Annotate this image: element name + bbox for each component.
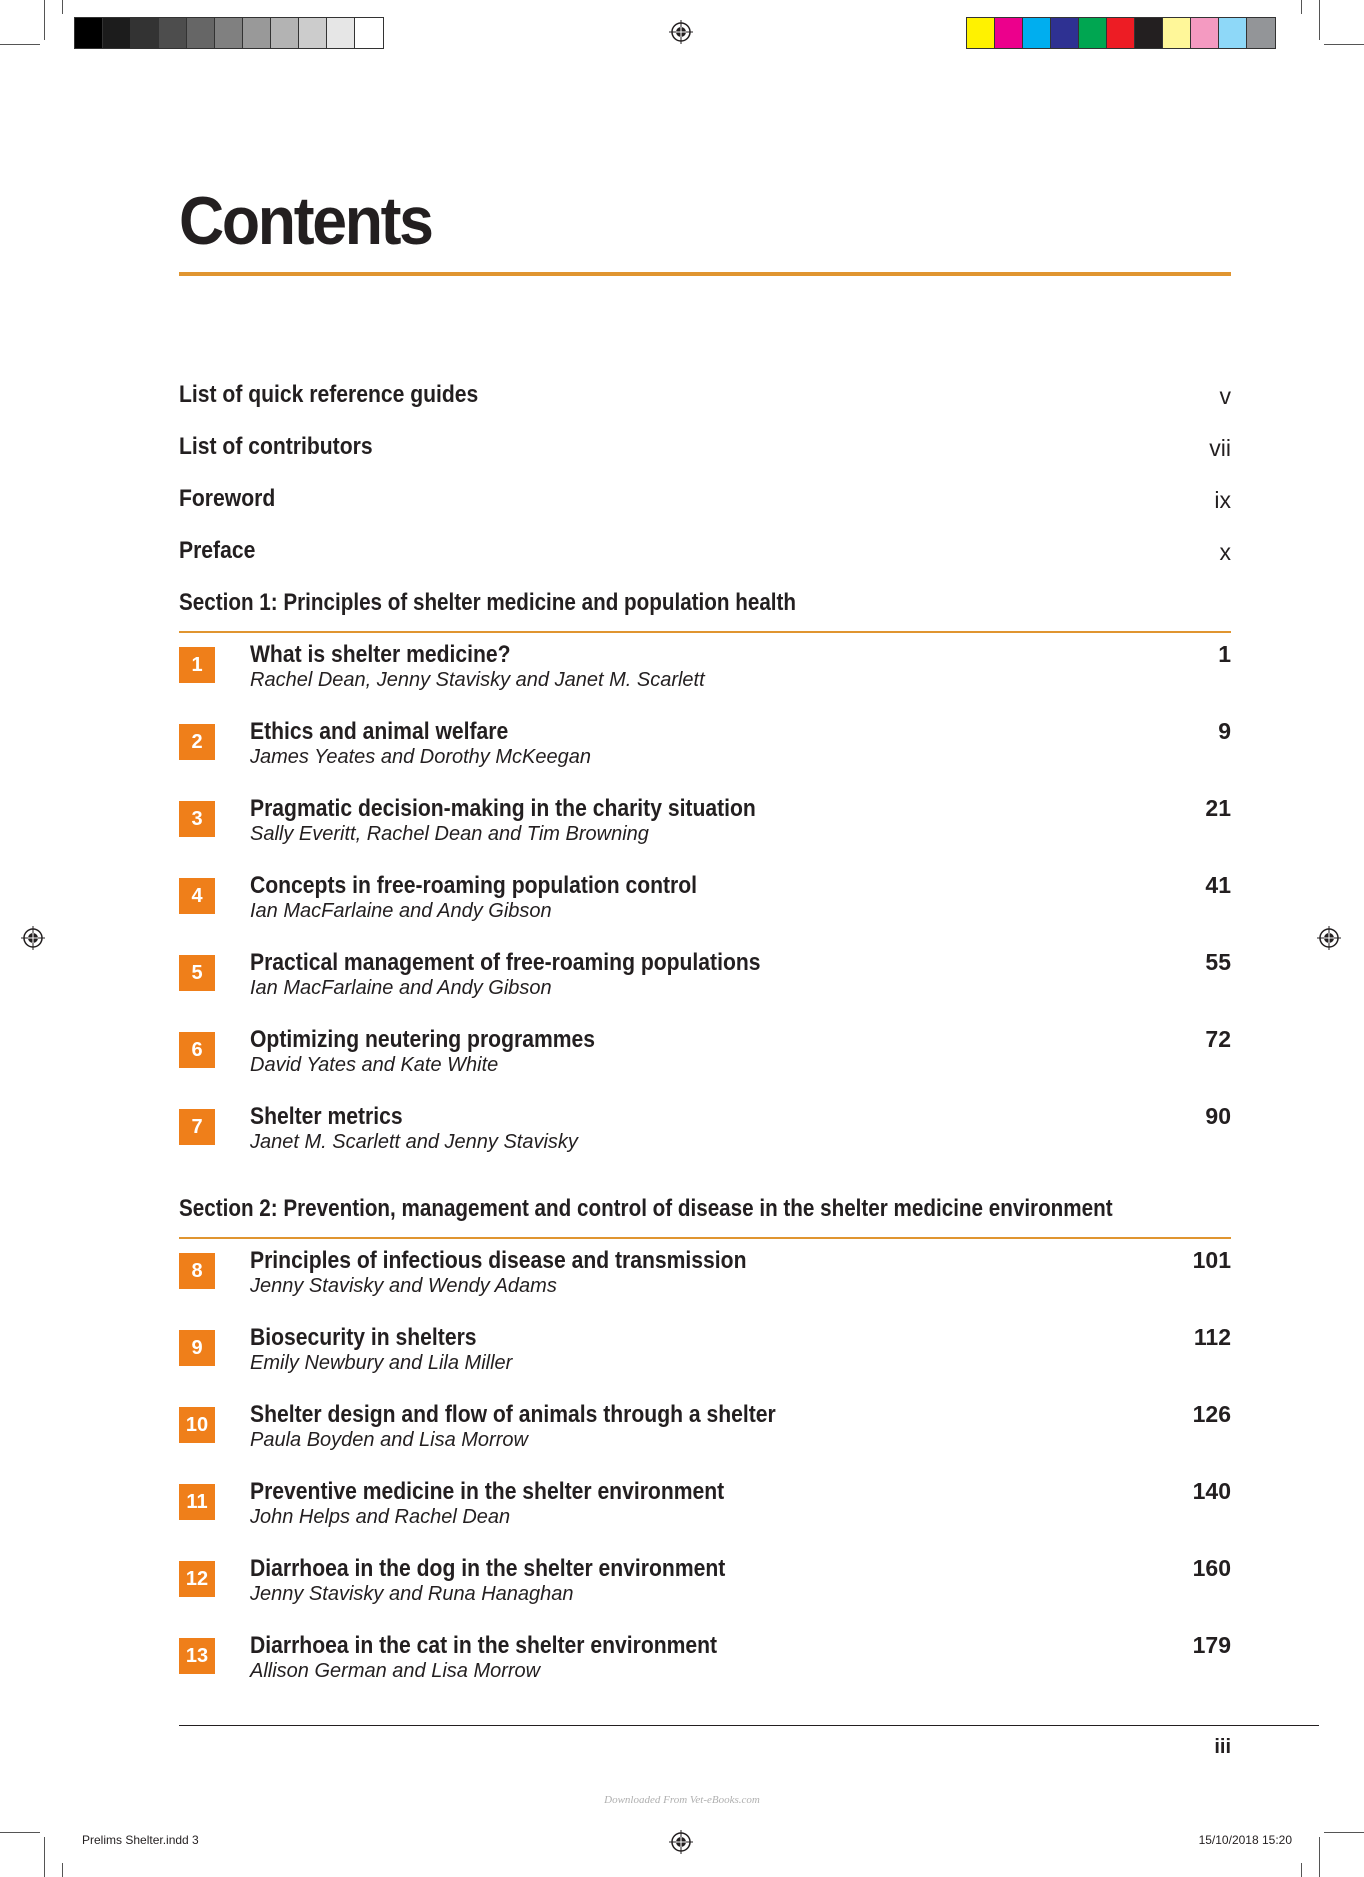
chapter-page-number: 21	[1205, 795, 1231, 821]
section-rule	[179, 631, 1231, 633]
chapter-entry[interactable]	[179, 1324, 1231, 1384]
registration-mark-icon	[669, 1830, 693, 1854]
watermark: Downloaded From Vet-eBooks.com	[604, 1794, 760, 1806]
chapter-page-number: 72	[1205, 1026, 1231, 1052]
registration-mark-icon	[21, 926, 45, 950]
chapter-title: Practical management of free-roaming populations	[250, 949, 761, 976]
crop-mark	[62, 0, 63, 14]
chapter-page-number: 179	[1192, 1632, 1231, 1658]
toc-page-number: ix	[1214, 487, 1231, 513]
color-swatch	[1163, 18, 1191, 48]
color-swatch	[355, 18, 383, 48]
chapter-title: Diarrhoea in the cat in the shelter environment	[250, 1632, 718, 1659]
chapter-page-number: 140	[1192, 1478, 1231, 1504]
crop-mark	[1301, 0, 1302, 14]
chapter-entry[interactable]	[179, 949, 1231, 1009]
chapter-entry[interactable]	[179, 1247, 1231, 1307]
chapter-number-badge: 12	[179, 1561, 215, 1597]
process-color-bar	[966, 17, 1276, 49]
toc-entry[interactable]	[179, 485, 1231, 517]
chapter-authors: James Yeates and Dorothy McKeegan	[250, 746, 591, 768]
chapter-authors: Ian MacFarlaine and Andy Gibson	[250, 977, 552, 999]
chapter-authors: Paula Boyden and Lisa Morrow	[250, 1429, 528, 1451]
color-swatch	[243, 18, 271, 48]
chapter-entry[interactable]	[179, 1555, 1231, 1615]
crop-mark	[1319, 1837, 1320, 1877]
chapter-entry[interactable]	[179, 872, 1231, 932]
chapter-page-number: 112	[1193, 1324, 1231, 1350]
crop-mark	[1324, 44, 1364, 45]
toc-entry-label: Preface	[179, 537, 256, 564]
chapter-authors: Sally Everitt, Rachel Dean and Tim Browning	[250, 823, 649, 845]
chapter-authors: Jenny Stavisky and Wendy Adams	[250, 1275, 557, 1297]
section-title: Section 1: Principles of shelter medicine and population health	[179, 589, 797, 616]
crop-mark	[44, 1837, 45, 1877]
chapter-number-badge: 1	[179, 647, 215, 683]
color-swatch	[1191, 18, 1219, 48]
chapter-title: Biosecurity in shelters	[250, 1324, 477, 1351]
chapter-title: Principles of infectious disease and transmission	[250, 1247, 747, 1274]
chapter-title: Shelter metrics	[250, 1103, 403, 1130]
chapter-number-badge: 13	[179, 1638, 215, 1674]
chapter-authors: David Yates and Kate White	[250, 1054, 499, 1076]
color-swatch	[1023, 18, 1051, 48]
toc-page-number: vii	[1209, 435, 1231, 461]
chapter-title: What is shelter medicine?	[250, 641, 511, 668]
crop-mark	[1324, 1832, 1364, 1833]
color-swatch	[271, 18, 299, 48]
chapter-page-number: 101	[1192, 1247, 1231, 1273]
chapter-authors: Janet M. Scarlett and Jenny Stavisky	[250, 1131, 578, 1153]
chapter-number-badge: 9	[179, 1330, 215, 1366]
chapter-entry[interactable]	[179, 1026, 1231, 1086]
color-swatch	[131, 18, 159, 48]
slug-timestamp: 15/10/2018 15:20	[1198, 1833, 1292, 1847]
color-swatch	[1219, 18, 1247, 48]
section-title: Section 2: Prevention, management and control of disease in the shelter medicine environment	[179, 1195, 1113, 1222]
chapter-number-badge: 6	[179, 1032, 215, 1068]
chapter-number-badge: 2	[179, 724, 215, 760]
toc-entry-label: List of contributors	[179, 433, 373, 460]
color-swatch	[1051, 18, 1079, 48]
color-swatch	[159, 18, 187, 48]
section-rule	[179, 1237, 1231, 1239]
chapter-title: Optimizing neutering programmes	[250, 1026, 596, 1053]
chapter-entry[interactable]	[179, 1401, 1231, 1461]
chapter-number-badge: 7	[179, 1109, 215, 1145]
registration-mark-icon	[1317, 926, 1341, 950]
chapter-entry[interactable]	[179, 1478, 1231, 1538]
chapter-authors: Rachel Dean, Jenny Stavisky and Janet M. Scarlett	[250, 669, 705, 691]
chapter-authors: Emily Newbury and Lila Miller	[250, 1352, 513, 1374]
chapter-authors: Allison German and Lisa Morrow	[250, 1660, 541, 1682]
toc-entry-label: List of quick reference guides	[179, 381, 479, 408]
color-swatch	[967, 18, 995, 48]
color-swatch	[1135, 18, 1163, 48]
color-swatch	[1247, 18, 1275, 48]
toc-entry[interactable]	[179, 433, 1231, 465]
chapter-number-badge: 10	[179, 1407, 215, 1443]
crop-mark	[0, 44, 40, 45]
chapter-page-number: 90	[1205, 1103, 1231, 1129]
chapter-number-badge: 8	[179, 1253, 215, 1289]
color-swatch	[1107, 18, 1135, 48]
crop-mark	[44, 0, 45, 40]
toc-entry[interactable]	[179, 381, 1231, 413]
toc-entry[interactable]	[179, 537, 1231, 569]
chapter-entry[interactable]	[179, 795, 1231, 855]
chapter-page-number: 160	[1192, 1555, 1231, 1581]
footer-rule	[179, 1725, 1319, 1726]
chapter-authors: Ian MacFarlaine and Andy Gibson	[250, 900, 552, 922]
color-swatch	[103, 18, 131, 48]
chapter-authors: Jenny Stavisky and Runa Hanaghan	[250, 1583, 574, 1605]
toc-page-number: x	[1219, 539, 1231, 565]
grey-color-bar	[74, 17, 384, 49]
page-title: Contents	[179, 183, 432, 259]
chapter-number-badge: 11	[179, 1484, 215, 1520]
color-swatch	[75, 18, 103, 48]
chapter-entry[interactable]	[179, 718, 1231, 778]
chapter-page-number: 41	[1205, 872, 1231, 898]
crop-mark	[1301, 1863, 1302, 1877]
chapter-title: Shelter design and flow of animals through a shelter	[250, 1401, 776, 1428]
chapter-number-badge: 5	[179, 955, 215, 991]
chapter-entry[interactable]	[179, 1103, 1231, 1163]
color-swatch	[995, 18, 1023, 48]
chapter-entry[interactable]	[179, 641, 1231, 701]
color-swatch	[327, 18, 355, 48]
page-folio: iii	[1214, 1736, 1231, 1758]
chapter-entry[interactable]	[179, 1632, 1231, 1692]
registration-mark-icon	[669, 20, 693, 44]
color-swatch	[299, 18, 327, 48]
color-swatch	[215, 18, 243, 48]
color-swatch	[1079, 18, 1107, 48]
chapter-page-number: 126	[1192, 1401, 1231, 1427]
chapter-page-number: 1	[1218, 641, 1231, 667]
chapter-title: Preventive medicine in the shelter environment	[250, 1478, 725, 1505]
chapter-page-number: 9	[1218, 718, 1231, 744]
chapter-page-number: 55	[1205, 949, 1231, 975]
section-header	[179, 589, 1231, 617]
chapter-number-badge: 3	[179, 801, 215, 837]
chapter-title: Ethics and animal welfare	[250, 718, 509, 745]
chapter-title: Diarrhoea in the dog in the shelter environment	[250, 1555, 726, 1582]
section-header	[179, 1195, 1231, 1223]
chapter-number-badge: 4	[179, 878, 215, 914]
slug-filename: Prelims Shelter.indd 3	[82, 1833, 199, 1847]
color-swatch	[187, 18, 215, 48]
chapter-title: Concepts in free-roaming population control	[250, 872, 698, 899]
crop-mark	[62, 1863, 63, 1877]
toc-entry-label: Foreword	[179, 485, 276, 512]
toc-page-number: v	[1219, 383, 1231, 409]
crop-mark	[0, 1832, 40, 1833]
title-rule	[179, 272, 1231, 276]
chapter-authors: John Helps and Rachel Dean	[250, 1506, 511, 1528]
crop-mark	[1319, 0, 1320, 40]
chapter-title: Pragmatic decision-making in the charity situation	[250, 795, 756, 822]
